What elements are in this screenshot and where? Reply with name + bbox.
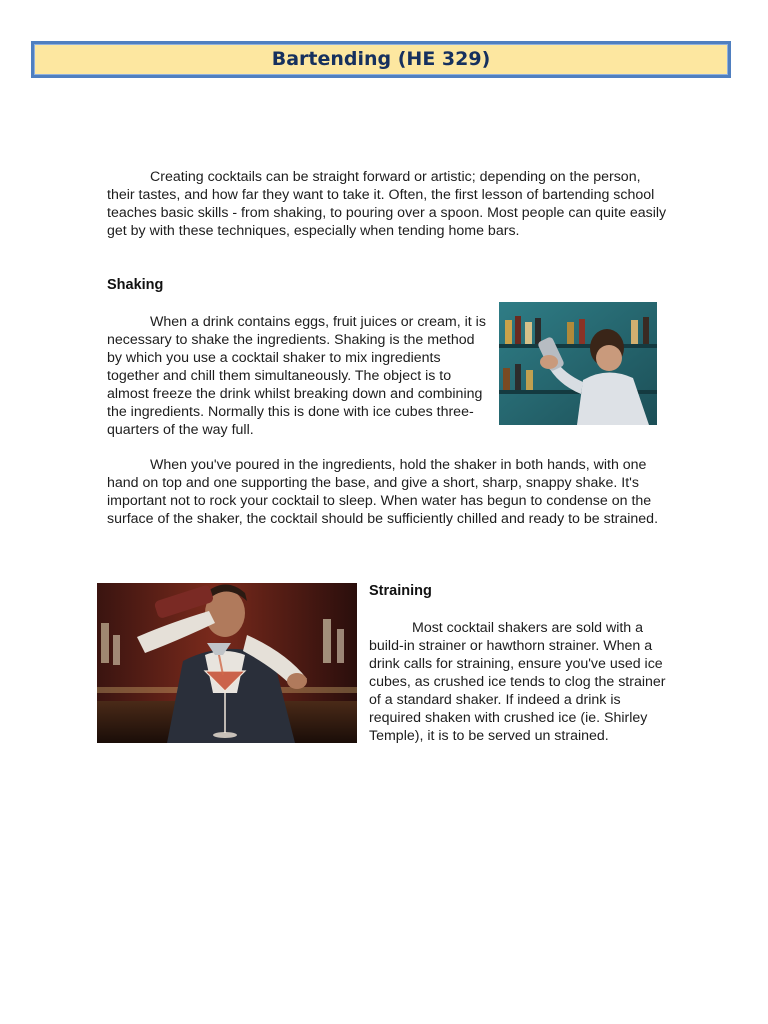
straining-heading: Straining: [369, 583, 432, 599]
straining-paragraph-1: Most cocktail shakers are sold with a build-in strainer or hawthorn strainer. When a drink calls for straining, ensure you've used ice cubes, as crushed ice tends to clog the strainer of a standard shaker. If indeed a drink is required shaken with crushed ice (ie. Shirley Temple), it is to be served un strained.: [369, 620, 666, 744]
page-title: Bartending (HE 329): [271, 48, 491, 70]
bartender-straining-photo: [97, 583, 357, 743]
intro-paragraph: Creating cocktails can be straight forward or artistic; depending on the person, their tastes, and how far they want to take it. Often, the first lesson of bartending school teaches basic skills - from shaking, to pouring over a spoon. Most people can quite easily get by with these techniques, especially when tending home bars.: [107, 169, 667, 239]
bartender-shaking-photo: [499, 302, 657, 425]
title-banner: [31, 41, 731, 78]
shaking-paragraph-1: When a drink contains eggs, fruit juices or cream, it is necessary to shake the ingredients. Shaking is the method by which you use a cocktail shaker to mix ingredients together and chill them simultaneously. The object is to almost freeze the drink whilst breaking down and combining the ingredients. Normally this is done with ice cubes three-quarters of the way full.: [107, 314, 486, 438]
shaking-heading: Shaking: [107, 277, 164, 293]
shaking-paragraph-2: When you've poured in the ingredients, hold the shaker in both hands, with one hand on top and one supporting the base, and give a short, sharp, snappy shake. It's important not to rock your cocktail to sleep. When water has begun to condense on the surface of the shaker, the cocktail should be sufficiently chilled and ready to be strained.: [107, 457, 659, 527]
